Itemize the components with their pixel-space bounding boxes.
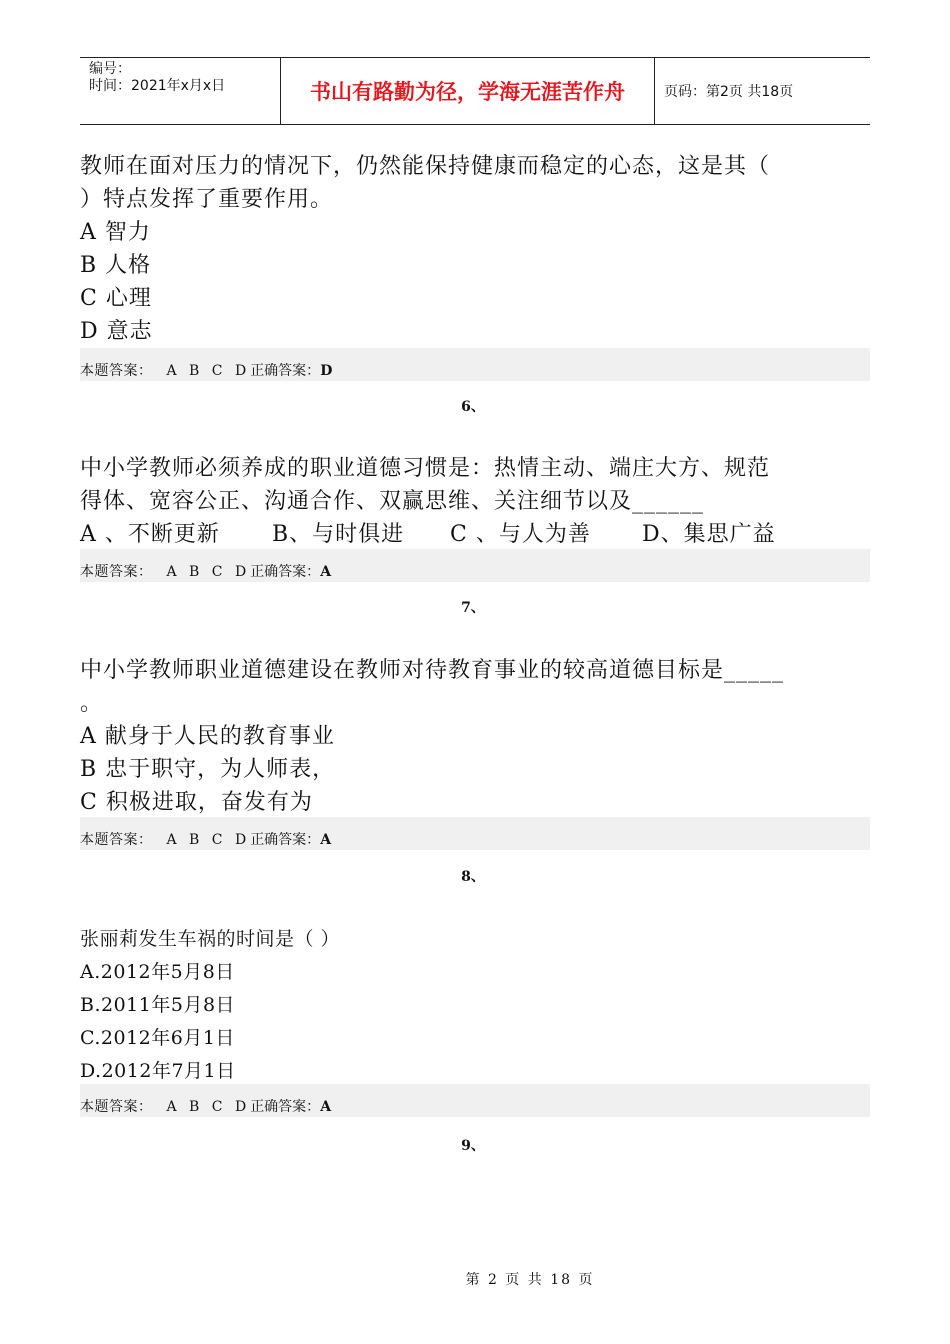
header-number-label: 编号： [89,61,131,77]
correct-answer-value: D [320,363,333,379]
question-number: 8、 [461,869,485,885]
answer-option: C.2012年6月1日 [80,1027,235,1049]
question-text-line: 得体、宽容公正、沟通合作、双赢思维、关注细节以及______ [80,489,705,514]
answer-option: B.2011年5月8日 [80,994,236,1016]
answer-option: D、集思广益 [642,522,776,547]
answer-label: 本题答案： [80,1099,153,1115]
question-block [80,150,870,348]
answer-option: C 心理 [80,286,152,311]
question-block [80,452,870,551]
answer-option: B 人格 [80,253,152,278]
question-text-line: 。 [80,691,104,716]
question-number: 9、 [461,1138,485,1154]
answer-option: A 献身于人民的教育事业 [80,724,335,749]
answer-choices: A B C D [166,1099,251,1115]
header-motto: 书山有路勤为径，学海无涯苦作舟 [281,58,655,124]
correct-answer-label: 正确答案： [250,564,321,580]
answer-choices: A B C D [166,363,251,379]
question-text-line: 中小学教师必须养成的职业道德习惯是：热情主动、端庄大方、规范 [80,456,771,481]
answer-option: C 、与人为善 [450,522,591,547]
question-text-line: 张丽莉发生车祸的时间是（ ） [80,928,341,950]
correct-answer-value: A [320,832,332,848]
answer-option: C 积极进取，奋发有为 [80,790,313,815]
question-block [80,923,870,1088]
answer-option: A 、不断更新 [80,522,220,547]
question-block [80,654,870,819]
header-time-label: 时间：2021年x月x日 [89,78,226,94]
answer-option: A.2012年5月8日 [80,961,235,983]
question-number: 7、 [461,600,485,616]
answer-option: D.2012年7月1日 [80,1060,236,1082]
answer-bar [80,817,870,850]
page-footer: 第 2 页 共 18 页 [465,1272,595,1288]
correct-answer-label: 正确答案： [250,1099,321,1115]
correct-answer-value: A [320,564,332,580]
answer-option: B 忠于职守，为人师表， [80,757,336,782]
answer-bar [80,549,870,582]
header-page-info: 页码：第2页 共18页 [664,84,794,100]
answer-label: 本题答案： [80,832,153,848]
header-meta [80,58,281,124]
answer-option: D 意志 [80,319,153,344]
answer-options-row [80,518,870,551]
question-text-line: 教师在面对压力的情况下，仍然能保持健康而稳定的心态，这是其（ [80,154,771,179]
correct-answer-label: 正确答案： [250,832,321,848]
answer-option: B、与时俱进 [272,522,405,547]
answer-label: 本题答案： [80,564,153,580]
correct-answer-value: A [320,1099,332,1115]
answer-bar [80,1084,870,1117]
answer-choices: A B C D [166,832,251,848]
answer-choices: A B C D [166,564,251,580]
page-header-table [80,57,870,125]
answer-option: A 智力 [80,220,151,245]
answer-bar [80,348,870,381]
question-number: 6、 [461,399,485,415]
answer-label: 本题答案： [80,363,153,379]
question-text-line: ）特点发挥了重要作用。 [80,187,334,212]
question-text-line: 中小学教师职业道德建设在教师对待教育事业的较高道德目标是_____ [80,658,785,683]
correct-answer-label: 正确答案： [250,363,321,379]
